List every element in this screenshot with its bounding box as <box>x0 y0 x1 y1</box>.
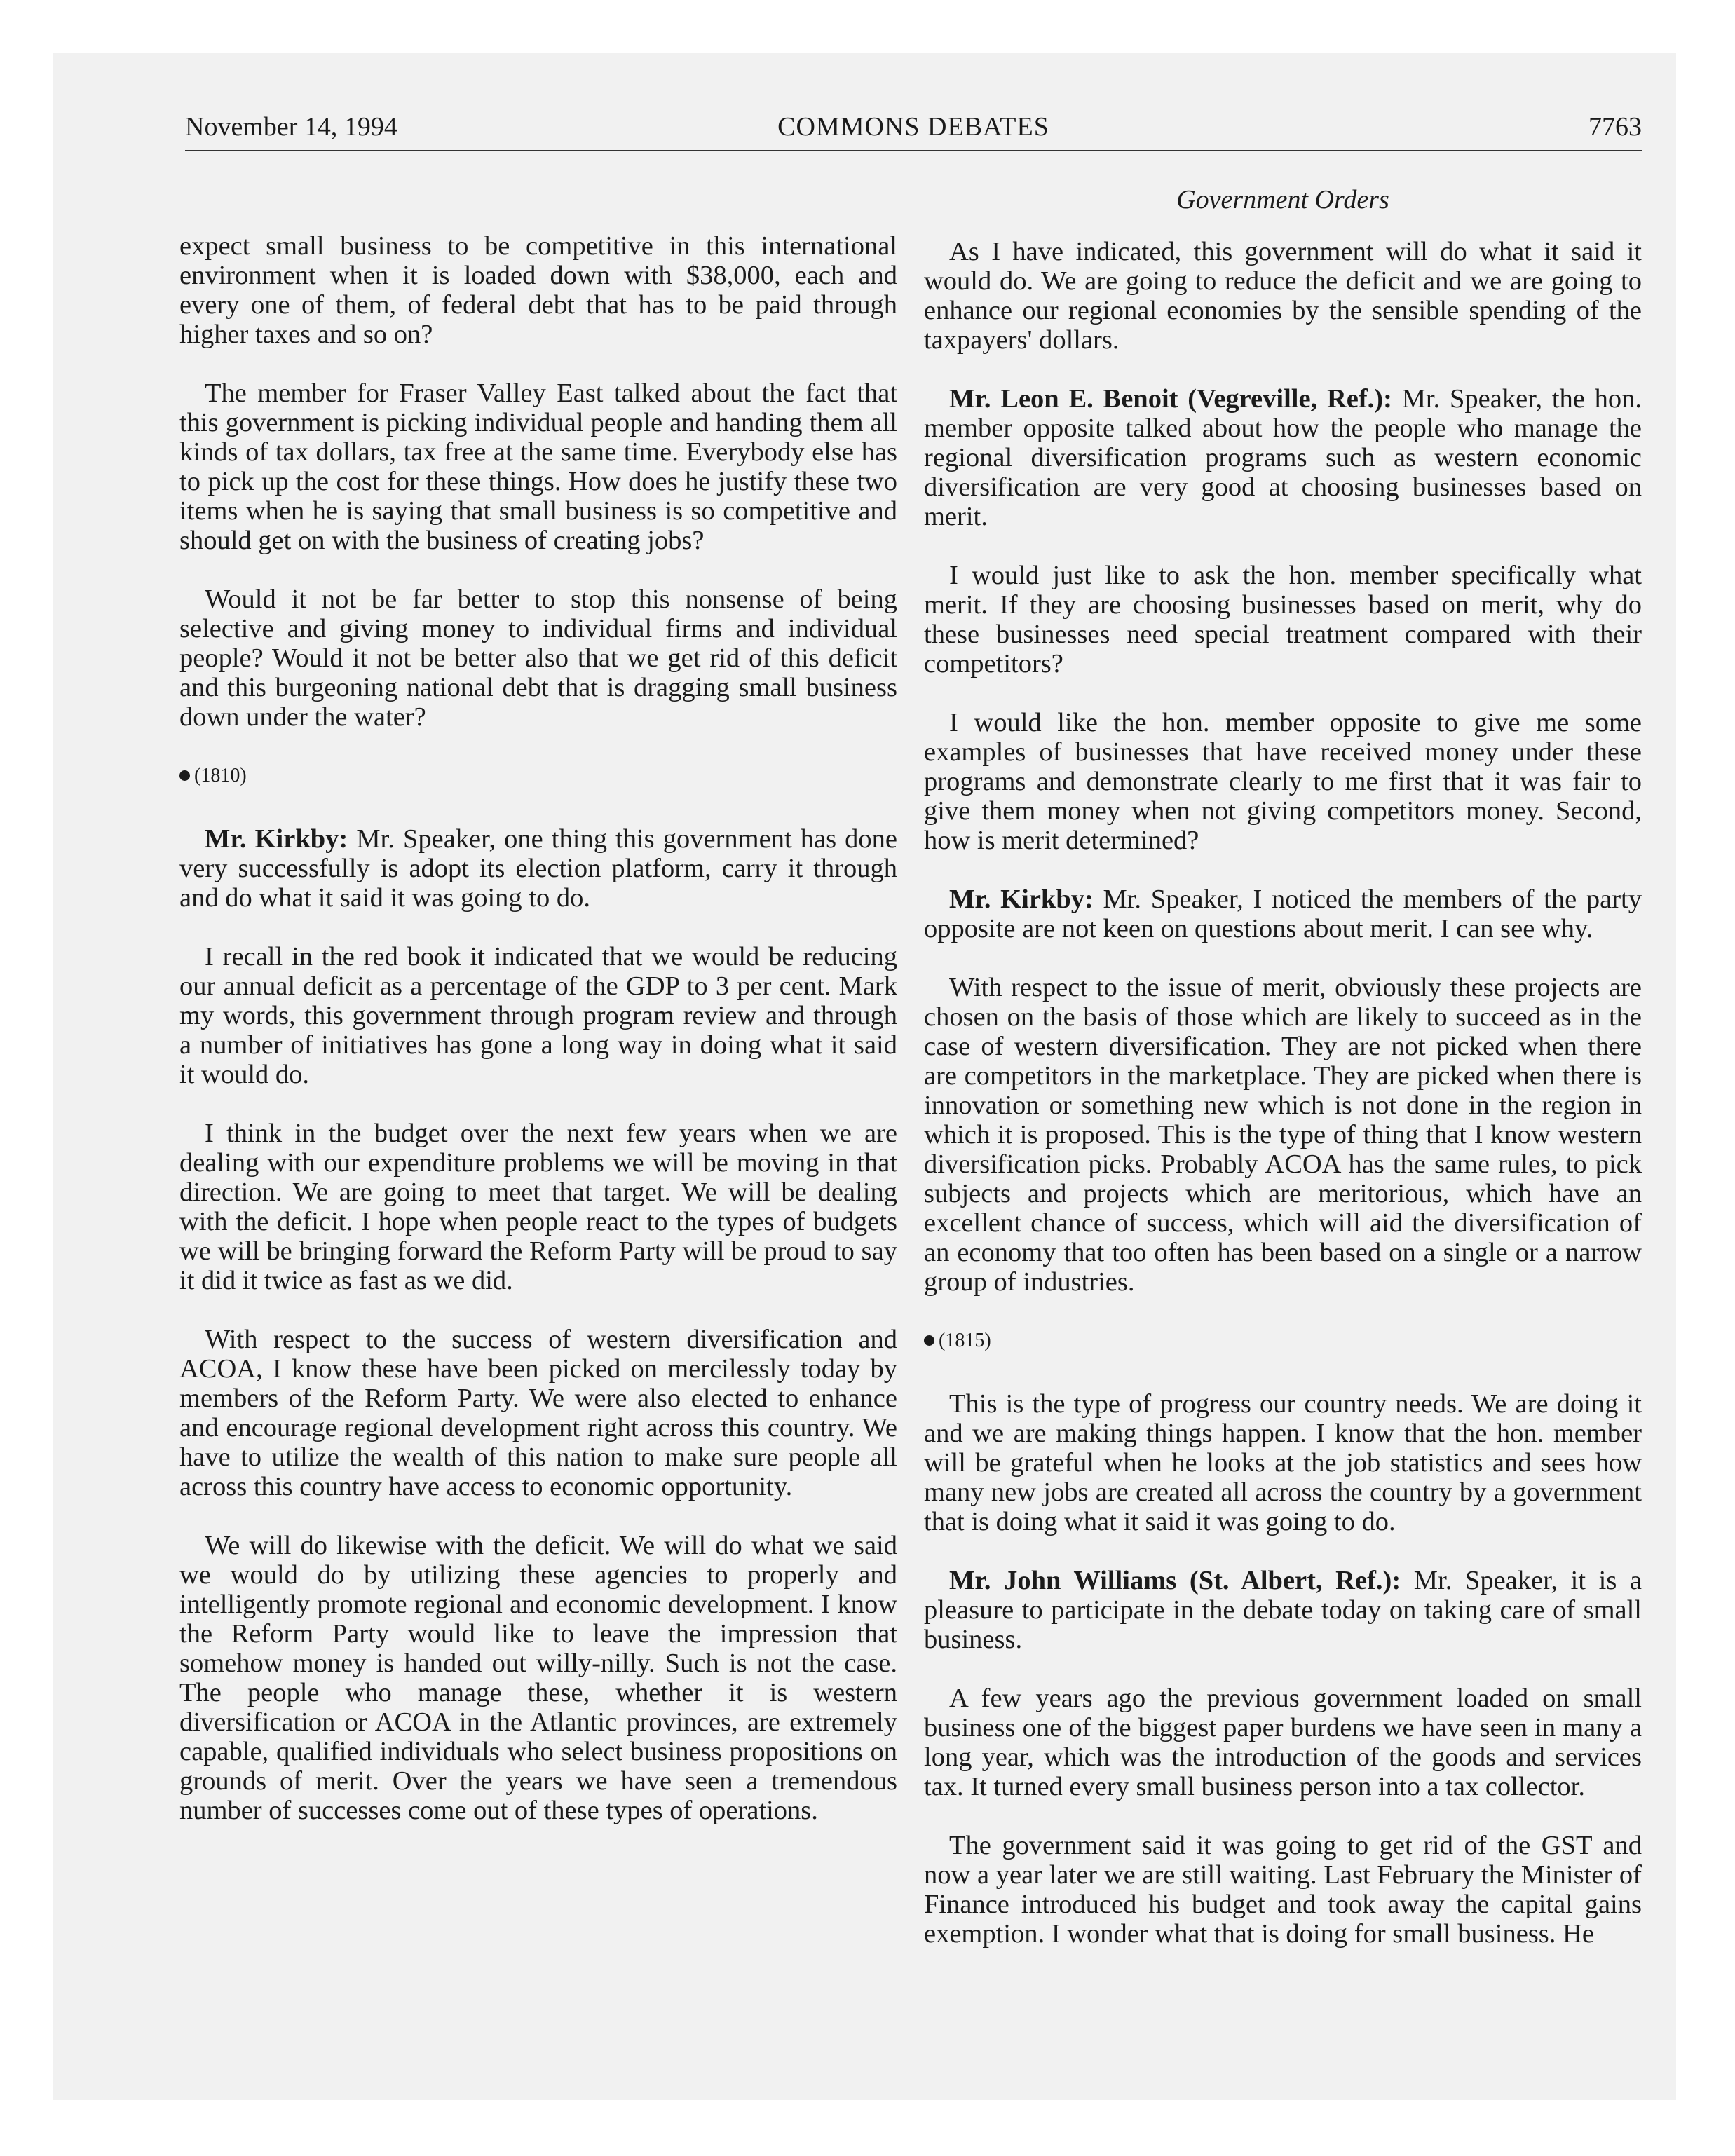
header-page-number: 7763 <box>1588 112 1642 142</box>
speech-paragraph <box>924 1566 1642 1654</box>
speech-paragraph <box>179 824 897 913</box>
paragraph: The member for Fraser Valley East talked about the fact that this government is picking individual people and handing them all kinds of tax dollars, tax free at the same time. Everybody else has to pick up the cost for these things. How does he justify these two items when he is saying that small business is so competitive and should get on with the business of creating jobs? <box>179 378 897 555</box>
paragraph: I think in the budget over the next few years when we are dealing with our expenditure problems we will be moving in that direction. We are going to meet that target. We will be dealing with the deficit. I hope when people react to the types of budgets we will be bringing forward the Reform Party will be proud to say it did it twice as fast as we did. <box>179 1119 897 1295</box>
paragraph: I would like the hon. member opposite to give me some examples of businesses that have received money under these programs and demonstrate clearly to me first that it was fair to give them money when not giving competitors money. Second, how is merit determined? <box>924 708 1642 855</box>
header-journal-title: COMMONS DEBATES <box>777 112 1049 142</box>
speech-text: Mr. Speaker, one thing this government has done very successfully is adopt its election platform, carry it through and do what it said it was going to do. <box>179 824 897 913</box>
left-column <box>179 231 897 1855</box>
paragraph: I would just like to ask the hon. member specifically what merit. If they are choosing businesses based on merit, why do these businesses need special treatment compared with their competitors? <box>924 561 1642 678</box>
speech-text: Mr. Speaker, I noticed the members of the party opposite are not keen on questions about merit. I can see why. <box>924 885 1642 943</box>
header-date: November 14, 1994 <box>185 112 397 142</box>
right-column <box>924 237 1642 1978</box>
paragraph: With respect to the success of western diversification and ACOA, I know these have been picked on mercilessly today by members of the Reform Party. We were also elected to enhance and encourage regional development right across this country. We have to utilize the wealth of this nation to make sure people all across this country have access to economic opportunity. <box>179 1325 897 1501</box>
speaker-name: Mr. Kirkby: <box>205 824 348 854</box>
paragraph: This is the type of progress our country needs. We are doing it and we are making things happen. I know that the hon. member will be grateful when he looks at the job statistics and sees how many new jobs are created all across the country by a government that is doing what it said it was going to do. <box>924 1389 1642 1536</box>
speech-text: Mr. Speaker, the hon. member opposite talked about how the people who manage the regional diversification programs such as western economic diversification are very good at choosing businesses based on merit. <box>924 384 1642 531</box>
paragraph: expect small business to be competitive in this international environment when it is loaded down with $38,000, each and every one of them, of federal debt that has to be paid through higher taxes and so on? <box>179 231 897 349</box>
paragraph: A few years ago the previous government loaded on small business one of the biggest paper burdens we have seen in many a long year, which was the introduction of the goods and services tax. It turned every small business person into a tax collector. <box>924 1684 1642 1801</box>
time-marker-label: (1815) <box>939 1330 991 1351</box>
paragraph: With respect to the issue of merit, obviously these projects are chosen on the basis of those which are likely to succeed as in the case of western diversification. They are not picked when there are competitors in the marketplace. They are picked when there is innovation or something new which is not done in the region in which it is proposed. This is the type of thing that I know western diversification picks. Probably ACOA has the same rules, to pick subjects and projects which are meritorious, which have an excellent chance of success, which will aid the diversification of an economy that too often has been based on a single or a narrow group of industries. <box>924 973 1642 1297</box>
paragraph: I recall in the red book it indicated that we would be reducing our annual deficit as a percentage of the GDP to 3 per cent. Mark my words, this government through program review and through a number of initiatives has gone a long way in doing what it said it would do. <box>179 942 897 1089</box>
time-marker <box>924 1326 1642 1356</box>
bullet-icon <box>924 1335 934 1346</box>
bullet-icon <box>179 770 190 781</box>
speech-text: Mr. Speaker, it is a pleasure to participate in the debate today on taking care of small business. <box>924 1566 1642 1654</box>
paragraph: Would it not be far better to stop this nonsense of being selective and giving money to individual firms and individual people? Would it not be better also that we get rid of this deficit and this burgeoning national debt that is dragging small business down under the water? <box>179 585 897 732</box>
time-marker <box>179 761 897 791</box>
section-title: Government Orders <box>1176 185 1389 214</box>
paragraph: The government said it was going to get rid of the GST and now a year later we are still waiting. Last February the Minister of Finance introduced his budget and took away the capital gains exemption. I wonder what that is doing for small business. He <box>924 1831 1642 1949</box>
header-rule <box>185 150 1642 151</box>
speaker-name: Mr. John Williams (St. Albert, Ref.): <box>949 1566 1401 1595</box>
speech-paragraph <box>924 384 1642 531</box>
speech-paragraph <box>924 885 1642 943</box>
time-marker-label: (1810) <box>194 765 247 786</box>
speaker-name: Mr. Leon E. Benoit (Vegreville, Ref.): <box>949 384 1392 414</box>
paragraph: As I have indicated, this government will do what it said it would do. We are going to reduce the deficit and we are going to enhance our regional economies by the sensible spending of the taxpayers' dollars. <box>924 237 1642 355</box>
speaker-name: Mr. Kirkby: <box>949 885 1094 914</box>
paragraph: We will do likewise with the deficit. We will do what we said we would do by utilizing these agencies to properly and intelligently promote regional and economic development. I know the Reform Party would like to leave the impression that somehow money is handed out willy-nilly. Such is not the case. The people who manage these, whether it is western diversification or ACOA in the Atlantic provinces, are extremely capable, qualified individuals who select business propositions on grounds of merit. Over the years we have seen a tremendous number of successes come out of these types of operations. <box>179 1531 897 1825</box>
